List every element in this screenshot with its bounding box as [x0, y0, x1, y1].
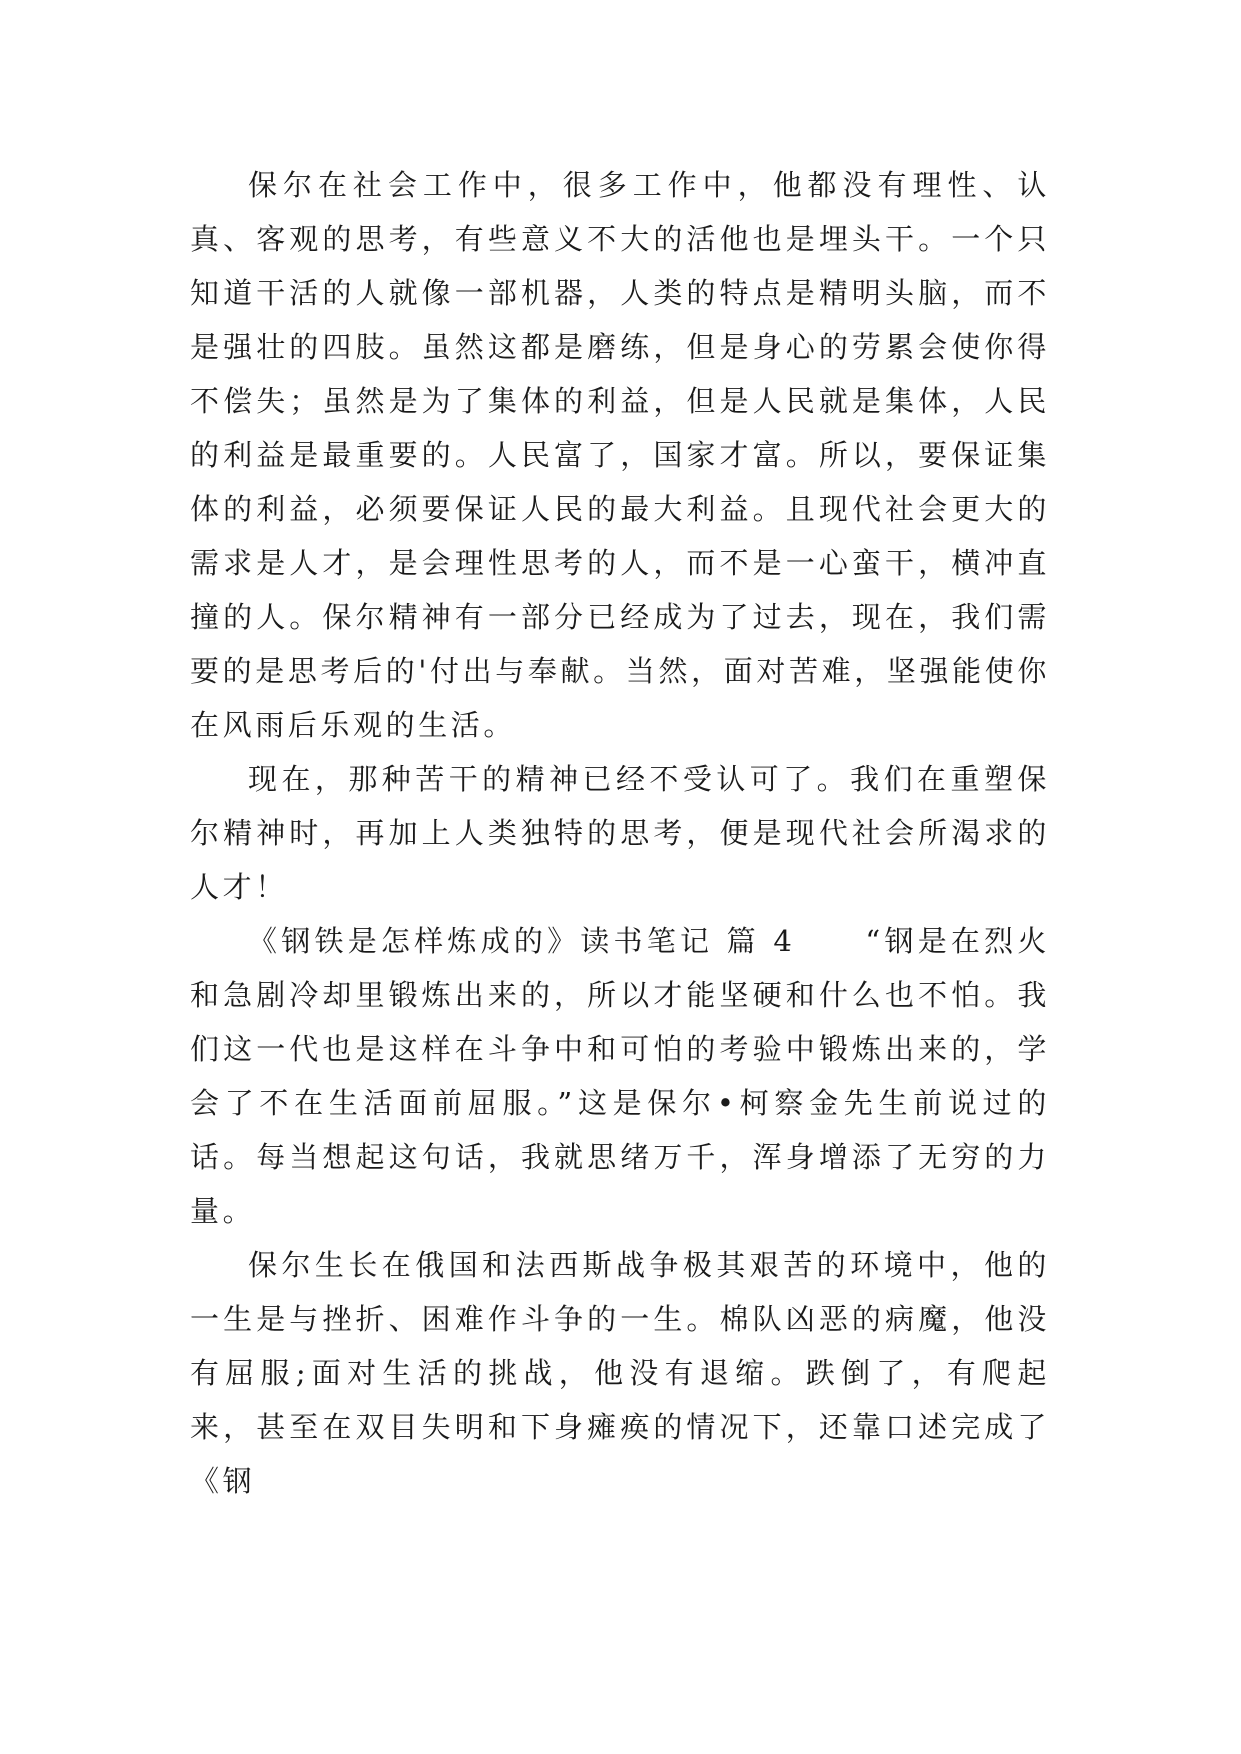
paragraph-paul-struggle: 保尔生长在俄国和法西斯战争极其艰苦的环境中，他的一生是与挫折、困难作斗争的一生。棉队凶恶的病魔，他没有屈服;面对生活的挑战，他没有退缩。跌倒了，有爬起来，甚至在双目失明和下身瘫痪的情况下，还靠口述完成了《钢 [190, 1248, 1050, 1498]
document-body [190, 158, 1050, 1508]
section-heading: 《钢铁是怎样炼成的》读书笔记 篇 4 [248, 924, 796, 958]
section-first-paragraph: “钢是在烈火和急剧冷却里锻炼出来的，所以才能坚硬和什么也不怕。我们这一代也是这样在斗争中和可怕的考验中锻炼出来的，学会了不在生活面前屈服。”这是保尔•柯察金先生前说过的话。每当想起这句话，我就思绪万千，浑身增添了无穷的力量。 [190, 924, 1050, 1228]
section-4-paragraph [190, 914, 1050, 1238]
paragraph-paul-spirit-rethink: 现在，那种苦干的精神已经不受认可了。我们在重塑保尔精神时，再加上人类独特的思考，便是现代社会所渴求的人才！ [190, 762, 1050, 904]
paragraph-paul-social-work: 保尔在社会工作中，很多工作中，他都没有理性、认真、客观的思考，有些意义不大的活他也是埋头干。一个只知道干活的人就像一部机器，人类的特点是精明头脑，而不是强壮的四肢。虽然这都是磨练，但是身心的劳累会使你得不偿失；虽然是为了集体的利益，但是人民就是集体，人民的利益是最重要的。人民富了，国家才富。所以，要保证集体的利益，必须要保证人民的最大利益。且现代社会更大的需求是人才，是会理性思考的人，而不是一心蛮干，横冲直撞的人。保尔精神有一部分已经成为了过去，现在，我们需要的是思考后的'付出与奉献。当然，面对苦难，坚强能使你在风雨后乐观的生活。 [190, 168, 1050, 742]
